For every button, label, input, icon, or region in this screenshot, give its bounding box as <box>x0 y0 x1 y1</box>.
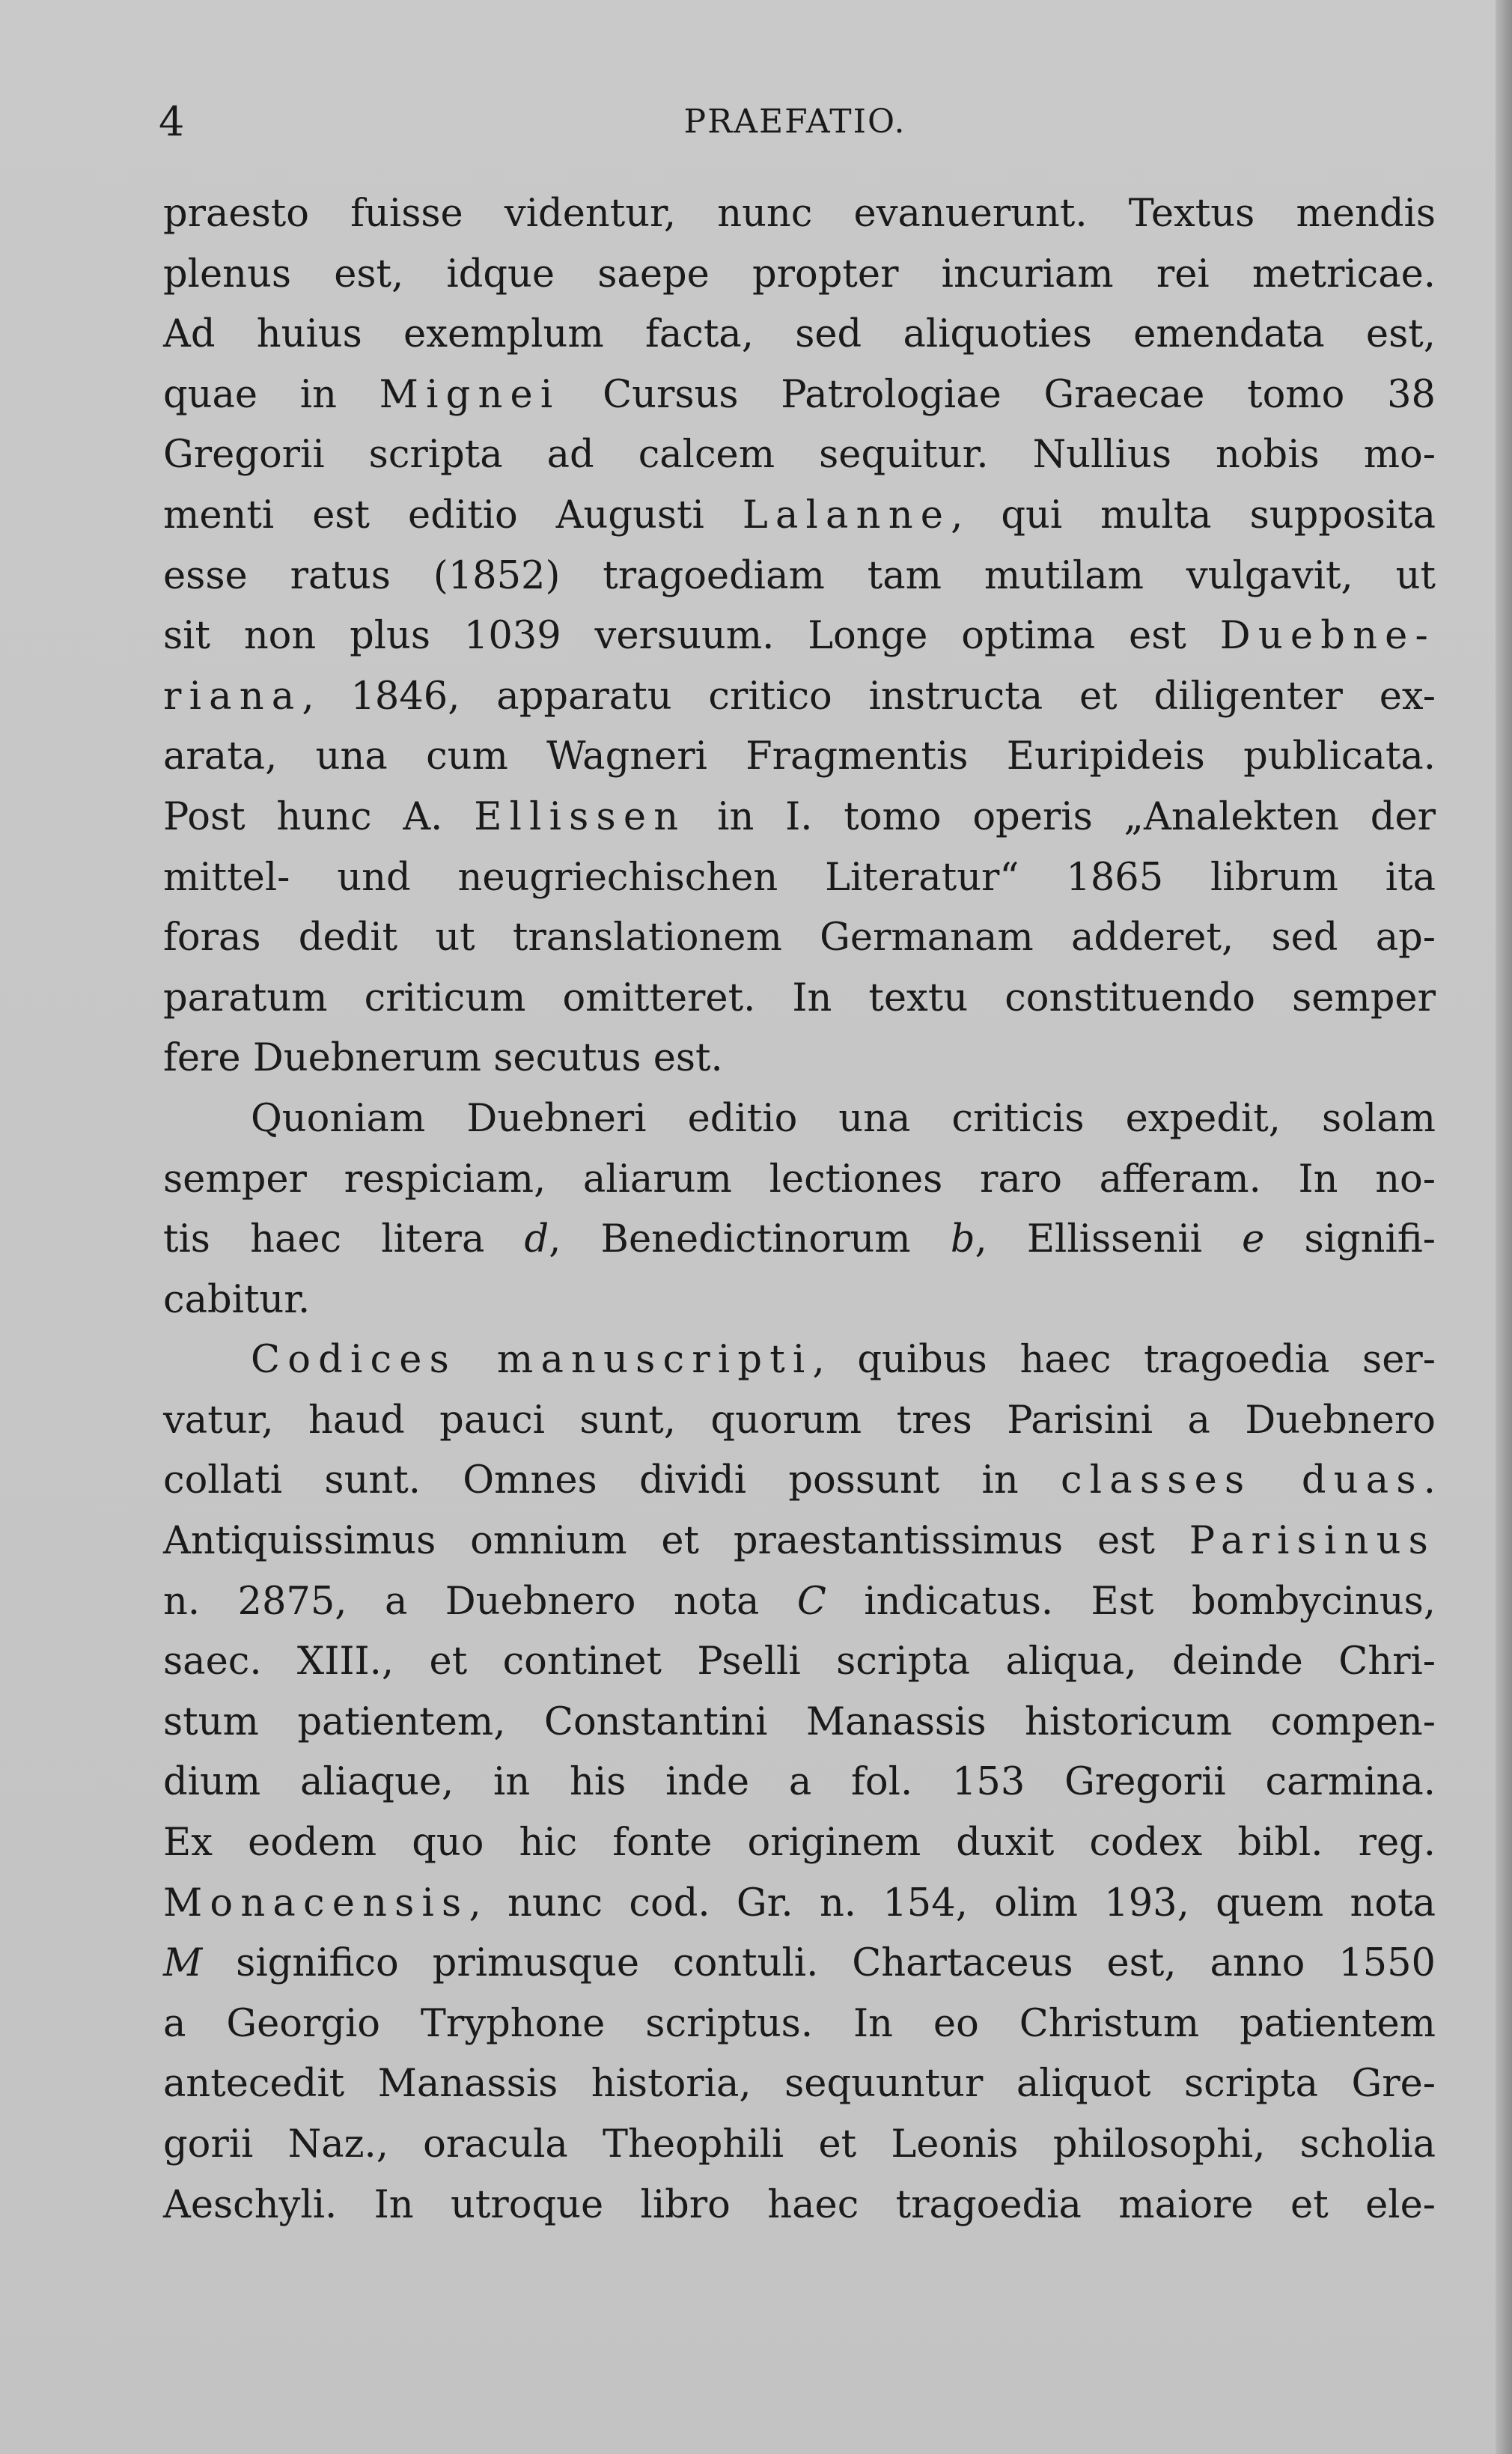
text-segment: dium aliaque, in his inde a fol. 153 Gregorii carmina. <box>163 1760 1436 1805</box>
text-line <box>163 1451 1436 1511</box>
italic-siglum: e <box>1242 1217 1265 1262</box>
text-segment: foras dedit ut translationem Germanam adderet, sed ap- <box>163 916 1436 960</box>
spaced-name: Mignei <box>379 372 561 417</box>
text-segment: gorii Naz., oracula Theophili et Leonis philosophi, scholia <box>163 2122 1436 2167</box>
text-segment: vatur, haud pauci sunt, quorum tres Parisini a Duebnero <box>163 1398 1436 1443</box>
text-segment: Post hunc A. <box>163 794 475 839</box>
text-segment: in I. tomo operis „Analekten der <box>686 794 1436 839</box>
text-segment: , nunc cod. Gr. n. 154, olim 193, quem nota <box>469 1881 1436 1925</box>
text-segment: signifi- <box>1264 1217 1436 1262</box>
text-segment: , qui multa supposita <box>951 493 1436 538</box>
spaced-name: riana <box>163 674 302 719</box>
text-line <box>163 667 1436 728</box>
text-segment: n. 2875, a Duebnero nota <box>163 1579 797 1624</box>
text-segment: cabitur. <box>163 1277 311 1322</box>
italic-siglum: M <box>163 1941 203 1986</box>
text-segment: indicatus. Est bombycinus, <box>826 1579 1436 1624</box>
text-segment: a Georgio Tryphone scriptus. In eo Christum patientem <box>163 2001 1436 2046</box>
text-segment: esse ratus (1852) tragoediam tam mutilam vulgavit, ut <box>163 553 1436 598</box>
italic-siglum: C <box>796 1579 826 1624</box>
running-head: PRAEFATIO. <box>683 103 906 141</box>
text-segment: arata, una cum Wagneri Fragmentis Euripideis publicata. <box>163 734 1436 779</box>
text-segment: menti est editio Augusti <box>163 493 743 538</box>
text-segment: , Ellissenii <box>975 1217 1243 1262</box>
text-line <box>163 365 1436 426</box>
text-line <box>163 425 1436 486</box>
text-segment: antecedit Manassis historia, sequuntur aliquot scripta Gre- <box>163 2062 1436 2107</box>
text-segment: mittel- und neugriechischen Literatur“ 1865 librum ita <box>163 855 1436 900</box>
text-line <box>163 1753 1436 1813</box>
text-line <box>163 1994 1436 2055</box>
text-line <box>163 2176 1436 2236</box>
text-segment: fere Duebnerum secutus est. <box>163 1036 723 1081</box>
text-line <box>163 848 1436 909</box>
text-segment: Gregorii scripta ad calcem sequitur. Nullius nobis mo- <box>163 433 1436 478</box>
text-segment: semper respiciam, aliarum lectiones raro afferam. In no- <box>163 1157 1436 1202</box>
text-segment: plenus est, idque saepe propter incuriam rei metricae. <box>163 252 1436 296</box>
text-line <box>163 788 1436 848</box>
text-segment: , Benedictinorum <box>549 1217 951 1262</box>
text-line <box>163 1330 1436 1391</box>
text-segment: Aeschyli. In utroque libro haec tragoedia maiore et ele- <box>163 2182 1436 2227</box>
text-line <box>163 1210 1436 1270</box>
text-line <box>163 1391 1436 1452</box>
text-line <box>163 606 1436 667</box>
text-line <box>163 969 1436 1029</box>
spaced-name: Lalanne <box>742 493 951 538</box>
page-header <box>159 88 1431 156</box>
spaced-name: Ellissen <box>474 794 686 839</box>
text-segment: saec. XIII., et continet Pselli scripta aliqua, deinde Chri- <box>163 1639 1436 1684</box>
text-line <box>163 1632 1436 1693</box>
text-line <box>163 908 1436 969</box>
text-segment: Ad huius exemplum facta, sed aliquoties emendata est, <box>163 312 1436 357</box>
spaced-name: classes duas <box>1061 1458 1424 1503</box>
text-line <box>163 1150 1436 1211</box>
text-line <box>163 2115 1436 2176</box>
body-text <box>163 184 1436 2235</box>
text-segment: Cursus Patrologiae Graecae tomo 38 <box>560 372 1436 417</box>
text-line <box>163 1089 1436 1150</box>
text-segment: paratum criticum omitteret. In textu constituendo semper <box>163 975 1436 1020</box>
text-line <box>163 1511 1436 1572</box>
page-number: 4 <box>159 98 185 145</box>
italic-siglum: b <box>950 1217 975 1262</box>
spaced-name: Codices manuscripti <box>251 1338 813 1383</box>
text-line <box>163 1693 1436 1753</box>
text-segment: tis haec litera <box>163 1217 525 1262</box>
text-line <box>163 1874 1436 1934</box>
text-segment: . <box>1423 1458 1436 1503</box>
text-line <box>163 2054 1436 2115</box>
text-line <box>163 305 1436 365</box>
italic-siglum: d <box>524 1217 549 1262</box>
text-line <box>163 1029 1436 1089</box>
text-segment: , 1846, apparatu critico instructa et diligenter ex- <box>302 674 1436 719</box>
text-line <box>163 727 1436 788</box>
text-segment: collati sunt. Omnes dividi possunt in <box>163 1458 1061 1503</box>
text-segment: Antiquissimus omnium et praestantissimus est <box>163 1519 1189 1564</box>
text-line <box>163 1934 1436 1994</box>
text-segment: , quibus haec tragoedia ser- <box>812 1338 1436 1383</box>
text-line <box>163 184 1436 245</box>
text-segment: significo primusque contuli. Chartaceus est, anno 1550 <box>202 1941 1436 1986</box>
text-line <box>163 1270 1436 1331</box>
spaced-name: Duebne- <box>1219 614 1436 659</box>
page-edge-shadow <box>1496 0 1512 2454</box>
text-segment: Quoniam Duebneri editio una criticis expedit, solam <box>251 1096 1436 1141</box>
text-line <box>163 1572 1436 1633</box>
text-line <box>163 1813 1436 1874</box>
text-segment: Ex eodem quo hic fonte originem duxit codex bibl. reg. <box>163 1821 1436 1866</box>
text-segment: praesto fuisse videntur, nunc evanuerunt. Textus mendis <box>163 192 1436 236</box>
text-segment: sit non plus 1039 versuum. Longe optima est <box>163 614 1220 659</box>
text-line <box>163 245 1436 305</box>
spaced-name: Parisinus <box>1189 1519 1436 1564</box>
text-segment: quae in <box>163 372 379 417</box>
text-segment: stum patientem, Constantini Manassis historicum compen- <box>163 1699 1436 1744</box>
text-line <box>163 546 1436 607</box>
spaced-name: Monacensis <box>163 1881 469 1925</box>
text-line <box>163 486 1436 546</box>
